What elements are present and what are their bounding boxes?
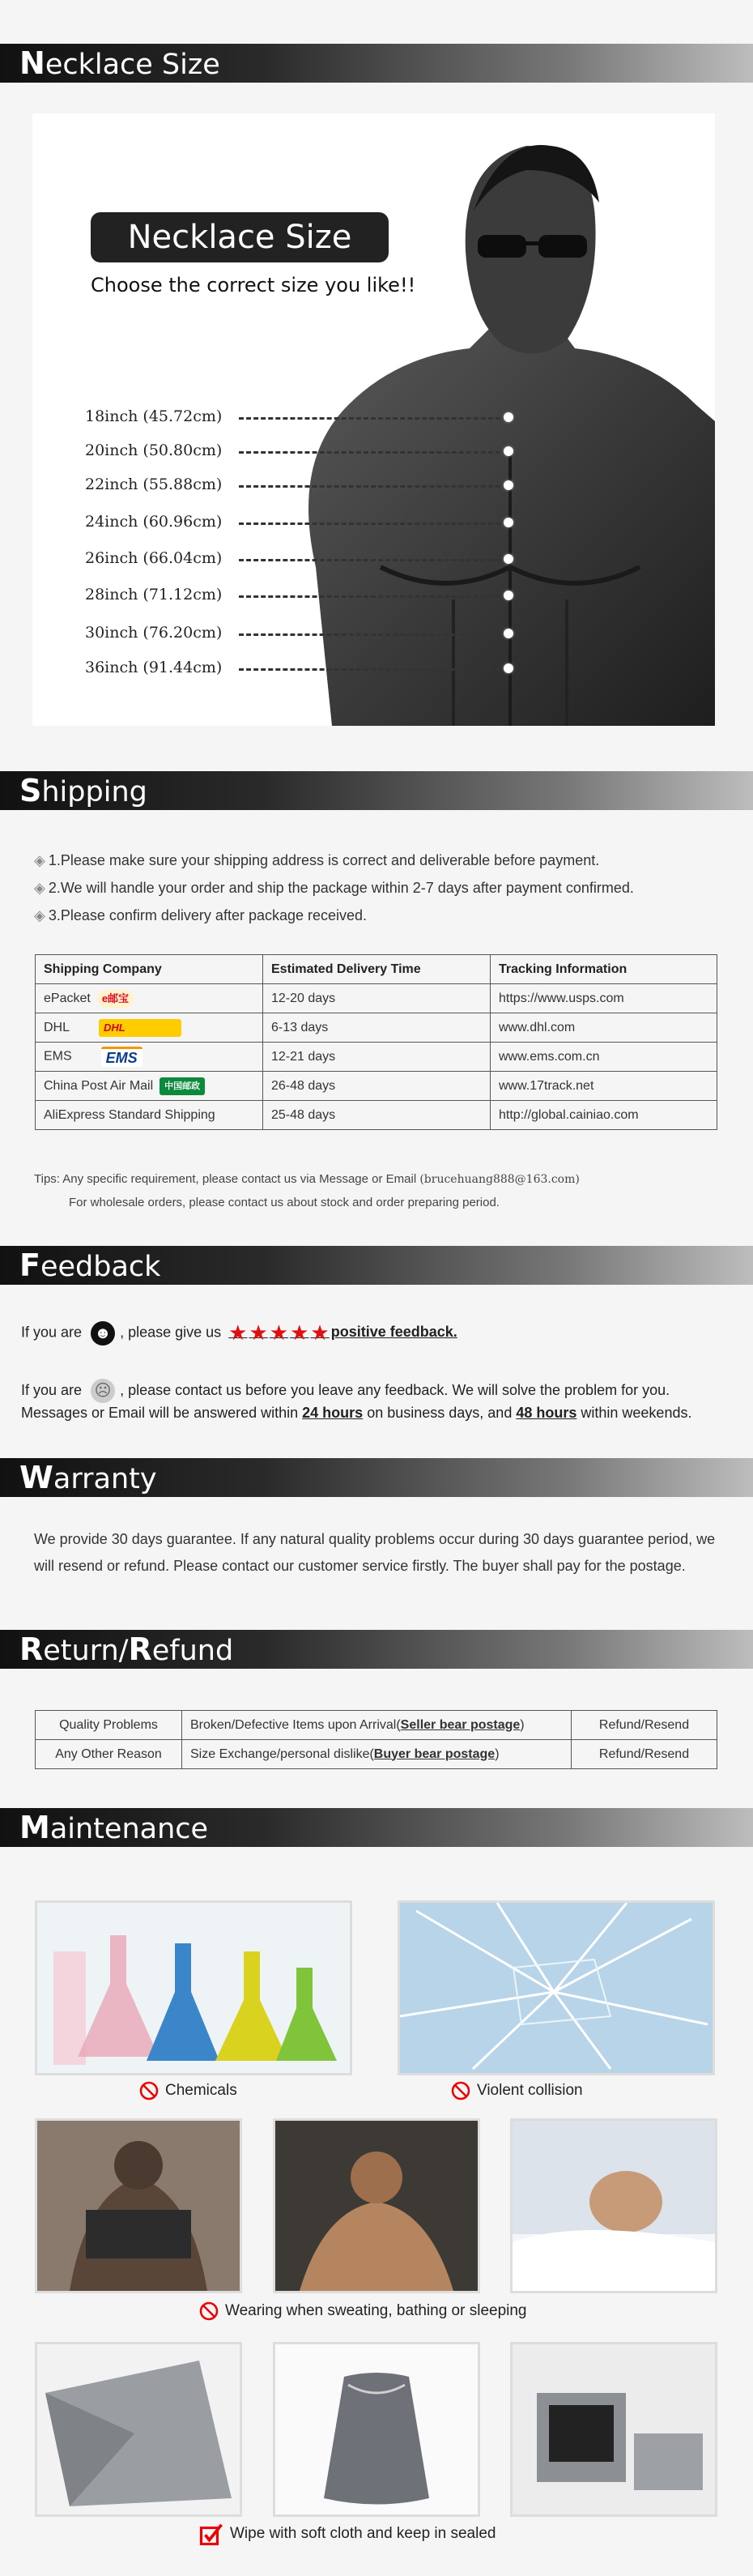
chain-point — [504, 554, 513, 564]
star-icon: ★ — [249, 1320, 268, 1345]
length-row: 22inch (55.88cm) — [85, 476, 571, 495]
section-banner-feedback: Feedback — [0, 1246, 753, 1285]
table-row: ePacket e邮宝 12-20 days https://www.usps.com — [36, 984, 717, 1013]
warranty-text: We provide 30 days guarantee. If any natural quality problems occur during 30 days guarantee period, we will resend or refund. Please contact our customer service firstly. The buyer shall pay for the postage. — [34, 1531, 716, 1574]
section-banner-warranty: Warranty — [0, 1458, 753, 1497]
tracking-link[interactable]: www.dhl.com — [491, 1013, 717, 1043]
sleeping-photo — [510, 2118, 717, 2293]
soft-cloth-photo — [35, 2342, 242, 2517]
chemicals-photo — [35, 1900, 352, 2075]
chain-point — [504, 591, 513, 600]
table-row: AliExpress Standard Shipping 25-48 days http://global.cainiao.com — [36, 1101, 717, 1130]
checkbox-check-icon — [199, 2522, 223, 2546]
shipping-note: ◈ 2.We will handle your order and ship the package within 2-7 days after payment confirmed. — [34, 880, 634, 896]
necklace-size-chart — [32, 113, 715, 726]
sweating-photo — [35, 2118, 242, 2293]
chain-point — [504, 518, 513, 527]
chemicals-caption: Chemicals — [139, 2081, 237, 2100]
shipping-note: ◈ 3.Please confirm delivery after package received. — [34, 907, 368, 923]
table-row: Quality Problems Broken/Defective Items upon Arrival(Seller bear postage) Refund/Resend — [36, 1711, 717, 1740]
keep-caption: Wipe with soft cloth and keep in sealed — [199, 2522, 496, 2546]
tracking-link[interactable]: http://global.cainiao.com — [491, 1101, 717, 1130]
length-row: 26inch (66.04cm) — [85, 549, 571, 569]
broken-glass-photo — [398, 1900, 715, 2075]
tracking-link[interactable]: www.ems.com.cn — [491, 1043, 717, 1072]
chain-point — [504, 663, 513, 673]
length-row: 28inch (71.12cm) — [85, 586, 571, 605]
collision-caption: Violent collision — [451, 2081, 583, 2100]
email-address[interactable]: (brucehuang888@163.com) — [419, 1173, 580, 1186]
shipping-table — [35, 954, 717, 1130]
refund-table — [35, 1710, 717, 1769]
tips-line: Tips: Any specific requirement, please contact us via Message or Email (brucehuang888@163.com) — [34, 1172, 580, 1186]
positive-feedback-link[interactable]: ★★★★★ positive feedback. — [228, 1320, 457, 1345]
china-post-logo-icon: 中国邮政 — [160, 1077, 205, 1095]
length-row: 36inch (91.44cm) — [85, 659, 571, 678]
chain-point — [504, 446, 513, 456]
chain-point — [504, 412, 513, 422]
feedback-positive-line: If you are ☻ , please give us ★★★★★ positive feedback. — [21, 1320, 457, 1345]
tracking-link[interactable]: https://www.usps.com — [491, 984, 717, 1013]
chain-point — [504, 629, 513, 638]
ems-logo-icon: EMS — [101, 1047, 143, 1067]
star-icon: ★ — [269, 1320, 289, 1345]
chain-point — [504, 480, 513, 490]
tracking-link[interactable]: www.17track.net — [491, 1072, 717, 1101]
length-row: 24inch (60.96cm) — [85, 513, 571, 532]
table-row: EMS EMS 12-21 days www.ems.com.cn — [36, 1043, 717, 1072]
chart-title: Necklace Size — [91, 212, 389, 262]
table-row: China Post Air Mail 中国邮政 26-48 days www.17track.net — [36, 1072, 717, 1101]
diamond-icon: ◈ — [34, 852, 45, 868]
wholesale-line: For wholesale orders, please contact us about stock and order preparing period. — [69, 1196, 500, 1209]
bathing-photo — [273, 2118, 480, 2293]
table-header-row: Shipping Company Estimated Delivery Time Tracking Information — [36, 955, 717, 984]
gift-box-photo — [510, 2342, 717, 2517]
pouch-photo — [273, 2342, 480, 2517]
star-icon: ★ — [310, 1320, 330, 1345]
section-banner-maintenance: Maintenance — [0, 1808, 753, 1847]
prohibited-icon — [451, 2081, 470, 2100]
sad-face-icon: ☹ — [91, 1379, 115, 1403]
star-icon: ★ — [290, 1320, 309, 1345]
shipping-note: ◈ 1.Please make sure your shipping address is correct and deliverable before payment. — [34, 852, 600, 868]
prohibited-icon — [139, 2081, 159, 2100]
wearing-caption: Wearing when sweating, bathing or sleeping — [199, 2301, 527, 2321]
section-banner-shipping: Shipping — [0, 771, 753, 810]
chart-subtitle: Choose the correct size you like!! — [91, 274, 416, 296]
feedback-negative-line: If you are ☹ , please contact us before you leave any feedback. We will solve the problem for you. — [21, 1379, 670, 1403]
epacket-logo-icon: e邮宝 — [97, 990, 134, 1008]
star-icon: ★ — [228, 1320, 248, 1345]
length-row: 18inch (45.72cm) — [85, 407, 571, 427]
length-row: 20inch (50.80cm) — [85, 441, 571, 461]
table-row: Any Other Reason Size Exchange/personal dislike(Buyer bear postage) Refund/Resend — [36, 1740, 717, 1769]
diamond-icon: ◈ — [34, 907, 45, 923]
happy-face-icon: ☻ — [91, 1321, 115, 1346]
section-banner-refund: Return/Refund — [0, 1630, 753, 1669]
table-row: DHL DHL 6-13 days www.dhl.com — [36, 1013, 717, 1043]
dhl-logo-icon: DHL — [99, 1019, 181, 1037]
response-time-line: Messages or Email will be answered within 24 hours on business days, and 48 hours within weekends. — [21, 1405, 692, 1421]
length-row: 30inch (76.20cm) — [85, 624, 571, 643]
diamond-icon: ◈ — [34, 880, 45, 896]
section-banner-necklace: Necklace Size — [0, 44, 753, 83]
prohibited-icon — [199, 2301, 219, 2321]
